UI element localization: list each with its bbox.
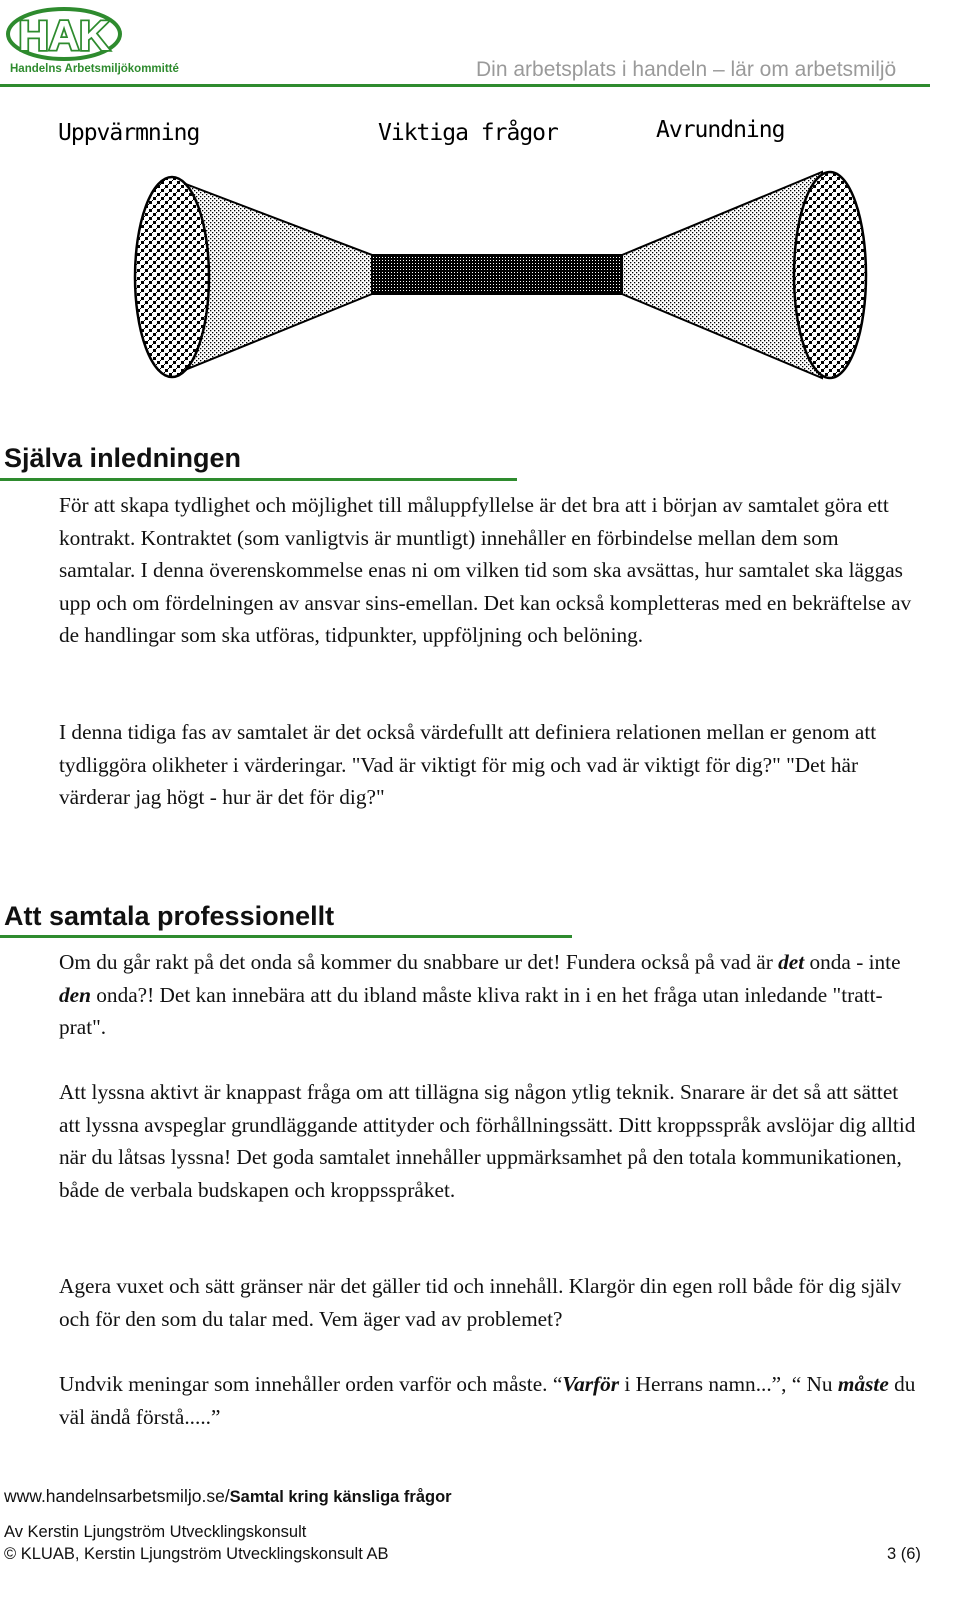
footer-author: Av Kerstin Ljungström Utvecklingskonsult <box>4 1523 307 1541</box>
emphasis: Varför <box>562 1372 620 1396</box>
diagram-label-avrundning: Avrundning <box>656 117 785 143</box>
paragraph: Att lyssna aktivt är knappast fråga om att tillägna sig någon ytlig teknik. Snarare är det så att sättet att lyssna avspeglar grundläggande attityder och förhållningssätt. Ditt kroppsspråk avslöjar dig alltid när du låtsas lyssna! Det goda samtalet innehåller uppmärksamhet på den totala kommunikationen, både de verbala budskapen och kroppsspråket. <box>59 1080 916 1202</box>
section-underline <box>0 478 517 481</box>
section-heading-inledningen: Själva inledningen <box>4 443 242 473</box>
footer-copyright: © KLUAB, Kerstin Ljungström Utvecklingskonsult AB <box>4 1545 389 1563</box>
diagram-label-uppvarmning: Uppvärmning <box>58 120 200 146</box>
funnel-diagram <box>0 100 930 395</box>
footer-url[interactable]: www.handelnsarbetsmiljo.se/Samtal kring känsliga frågor <box>4 1486 452 1506</box>
paragraph: För att skapa tydlighet och möjlighet till måluppfyllelse är det bra att i början av samtalet göra ett kontrakt. Kontraktet (som vanligtvis är muntligt) innehåller en förbindelse mellan dem som samtalar. I denna överenskommelse enas ni om vilken tid som ska avsättas, hur samtalet ska läggas upp och om fördelningen av ansvar sins-emellan. Det kan också kompletteras med en bekräftelse av de handlingar som ska utföras, tidpunkter, uppföljning och belöning. <box>59 493 912 647</box>
paragraph: I denna tidiga fas av samtalet är det också värdefullt att definiera relationen mellan er genom att tydliggöra olikheter i värderingar. "Vad är viktigt för mig och vad är viktigt för dig?" "Det här värderar jag högt - hur är det för dig?" <box>59 720 877 809</box>
emphasis: det <box>778 950 805 974</box>
paragraph: Agera vuxet och sätt gränser när det gäller tid och innehåll. Klargör din egen roll både för dig själv och för den som du talar med. Vem äger vad av problemet? <box>59 1274 902 1331</box>
emphasis: den <box>59 982 91 1007</box>
paragraph: Om du går rakt på det onda så kommer du snabbare ur det! Fundera också på vad är det onda - inte den onda?! Det kan innebära att du ibland måste kliva rakt in i en het fråga utan inledande "tratt-prat". <box>59 950 901 1039</box>
header-rule <box>0 84 930 87</box>
footer-url-title: Samtal kring känsliga frågor <box>229 1488 452 1506</box>
logo-text: HAK <box>18 12 110 59</box>
paragraph: Undvik meningar som innehåller orden varför och måste. “Varför i Herrans namn...”, “ Nu måste du väl ändå förstå.....” <box>59 1372 916 1429</box>
diagram-label-viktiga-fragor: Viktiga frågor <box>378 120 558 146</box>
emphasis: måste <box>837 1372 889 1396</box>
hak-logo <box>4 6 129 69</box>
logo-subtitle: Handelns Arbetsmiljökommitté <box>10 63 179 75</box>
footer-page-number: 3 (6) <box>887 1545 921 1563</box>
section-underline <box>0 935 572 938</box>
header-tagline: Din arbetsplats i handeln – lär om arbetsmiljö <box>476 58 897 81</box>
section-heading-professionellt: Att samtala professionellt <box>4 901 335 931</box>
